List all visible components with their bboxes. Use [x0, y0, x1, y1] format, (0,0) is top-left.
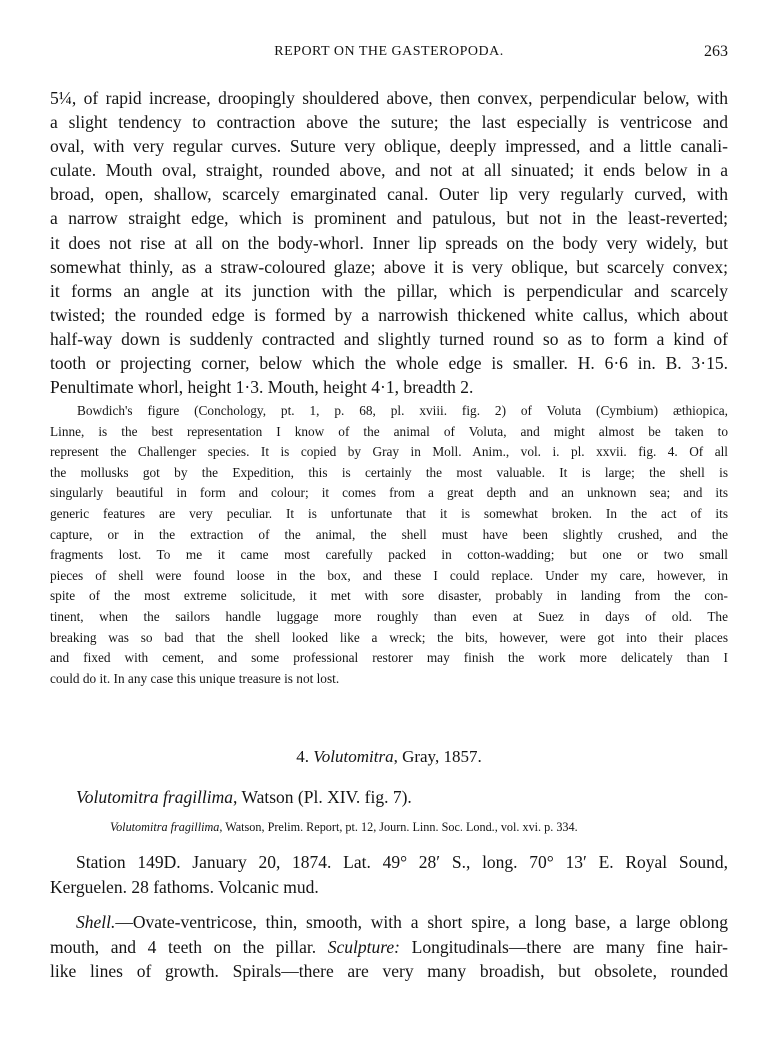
genus-name: Volutomitra [313, 747, 394, 766]
text-line: Station 149D. January 20, 1874. Lat. 49° 28′ S., long. 70° 13′ E. Royal Sound, [76, 852, 728, 872]
shell-label: Shell. [76, 912, 116, 932]
synonymy-citation: , Watson, Prelim. Report, pt. 12, Journ. Linn. Soc. Lond., vol. xvi. p. 334. [219, 820, 578, 834]
text-line: broad, open, shallow, scarcely emarginated canal. Outer lip very regularly curved, with [50, 184, 728, 205]
text-line: Kerguelen. 28 fathoms. Volcanic mud. [50, 877, 319, 897]
text-line: singularly beautiful in form and colour; it comes from a great depth and an unknown sea; and its [50, 485, 728, 501]
shell-text: mouth, and 4 teeth on the pillar. [50, 936, 328, 957]
text-line: could do it. In any case this unique treasure is not lost. [50, 670, 340, 686]
page-number: 263 [704, 43, 728, 60]
text-line: it does not rise at all on the body-whorl. Inner lip spreads on the body very widely, but [50, 232, 728, 253]
species-heading [76, 787, 412, 808]
section-heading [50, 747, 728, 767]
sculpture-label: Sculpture: [327, 936, 401, 957]
text-line [50, 910, 728, 935]
description-paragraph [50, 86, 728, 399]
species-name: Volutomitra fragillima [76, 787, 234, 807]
text-line: a narrow straight edge, which is prominent and patulous, but not in the least-reverted; [50, 208, 728, 229]
shell-paragraph [50, 910, 728, 984]
running-title: REPORT ON THE GASTEROPODA. [274, 44, 504, 59]
text-line: capture, or in the extraction of the animal, the shell must have been slightly crushed, and the [50, 526, 728, 542]
shell-text: —Ovate-ventricose, thin, smooth, with a short spire, a long base, a large oblong [115, 912, 728, 932]
synonymy-name: Volutomitra fragillima [110, 820, 220, 834]
text-line: represent the Challenger species. It is copied by Gray in Moll. Anim., vol. i. pl. xxvii. fig. 4. Of all [50, 444, 728, 460]
text-line: like lines of growth. Spirals—there are very many broadish, but obsolete, rounded [50, 961, 728, 981]
text-line [50, 935, 728, 960]
text-line: breaking was so bad that the shell looked like a wreck; the bits, however, were got into their places [50, 629, 728, 645]
text-line: generic features are very peculiar. It is unfortunate that it is somewhat broken. In the act of its [50, 505, 728, 521]
text-line: and fixed with cement, and some professional restorer may finish the work more delicately than I [50, 650, 728, 666]
species-author: , Watson (Pl. XIV. fig. 7). [233, 787, 412, 807]
text-line: culate. Mouth oval, straight, rounded above, and not at all sinuated; it ends below in a [50, 160, 728, 181]
text-line: the mollusks got by the Expedition, this is certainly the most valuable. It is large; the shell is [50, 464, 728, 480]
text-line: oval, with very regular curves. Suture very oblique, deeply impressed, and a little canali- [50, 136, 728, 157]
text-line: fragments lost. To me it came most carefully packed in cotton-wadding; but one or two small [50, 547, 728, 563]
page [50, 0, 728, 1050]
text-line: 5¼, of rapid increase, droopingly shouldered above, then convex, perpendicular below, with [50, 88, 728, 108]
text-line: Linne, is the best representation I know of the animal of Voluta, and might almost be taken to [50, 423, 728, 439]
text-line: it forms an angle at its junction with the pillar, which is perpendicular and scarcely [50, 280, 728, 301]
text-line: twisted; the rounded edge is formed by a narrowish thickened white callus, which about [50, 304, 728, 325]
shell-text: Longitudinals—there are many fine hair- [400, 936, 728, 957]
text-line: pieces of shell were found loose in the box, and these I could replace. Under my care, however, in [50, 567, 728, 583]
text-line: spite of the most extreme solicitude, it met with sore disaster, probably in landing from the con- [50, 588, 728, 604]
text-line: tooth or projecting corner, below which the whole edge is smaller. H. 6·6 in. B. 3·15. [50, 353, 728, 374]
running-header [50, 44, 728, 66]
section-number: 4. [296, 747, 310, 766]
text-line: a slight tendency to contraction above the suture; the last especially is ventricose and [50, 112, 728, 133]
synonymy-reference [110, 820, 578, 835]
text-line: Penultimate whorl, height 1·3. Mouth, height 4·1, breadth 2. [50, 377, 474, 398]
text-line: half-way down is suddenly contracted and slightly turned round so as to form a kind of [50, 328, 728, 349]
text-line: tinent, when the sailors handle luggage more roughly than even at Suez in days of old. The [50, 608, 728, 624]
note-paragraph [50, 401, 728, 689]
station-paragraph [50, 850, 728, 900]
text-line: somewhat thinly, as a straw-coloured glaze; above it is very oblique, but scarcely convex; [50, 256, 728, 277]
text-line: Bowdich's figure (Conchology, pt. 1, p. 68, pl. xviii. fig. 2) of Voluta (Cymbium) æthiopica, [77, 403, 728, 418]
genus-author: , Gray, 1857. [393, 747, 482, 766]
